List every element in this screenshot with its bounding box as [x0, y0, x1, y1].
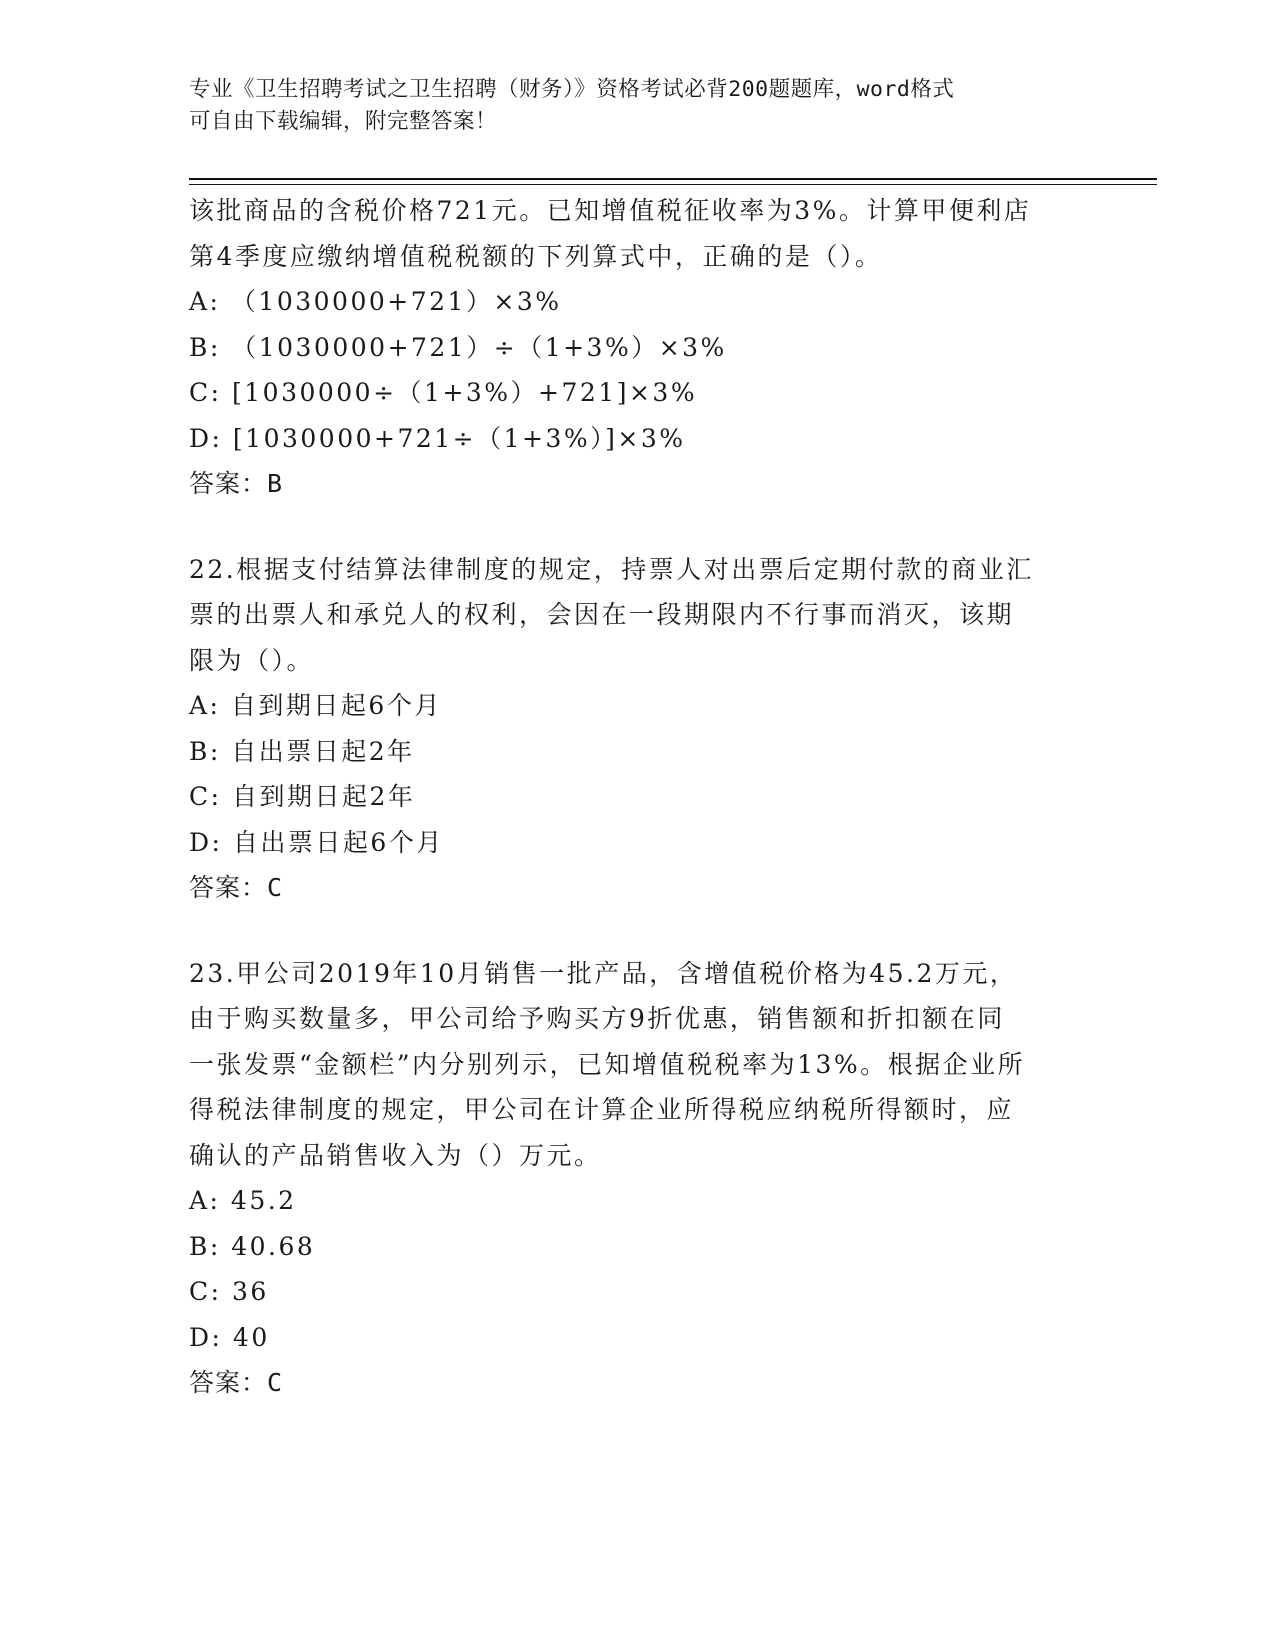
- option-b: B: （1030000+721）÷（1+3%）×3%: [189, 332, 727, 362]
- question-stem-line: 由于购买数量多，甲公司给予购买方9折优惠，销售额和折扣额在同: [189, 1004, 1005, 1033]
- answer-line: 答案：C: [189, 1368, 284, 1397]
- question-spacer: [189, 507, 1089, 547]
- question-23: [189, 951, 1089, 1406]
- question-stem-line: 确认的产品销售收入为（）万元。: [189, 1140, 602, 1170]
- option-c: C: 36: [189, 1277, 269, 1306]
- question-stem-line: 得税法律制度的规定，甲公司在计算企业所得税应纳税所得额时，应: [189, 1095, 1015, 1124]
- option-a: A: 45.2: [189, 1186, 297, 1215]
- header-divider-thin: [189, 184, 1157, 185]
- option-d: D: 40: [189, 1322, 270, 1352]
- option-b: B: 40.68: [189, 1231, 316, 1261]
- answer-line: 答案：C: [189, 873, 284, 902]
- header-divider-thick: [189, 178, 1157, 180]
- option-d: D: 自出票日起6个月: [189, 827, 444, 857]
- question-stem-line: 限为（）。: [189, 645, 315, 675]
- question-spacer: [189, 911, 1089, 951]
- option-c: C: 自到期日起2年: [189, 782, 416, 811]
- question-list: [189, 188, 1089, 1406]
- option-d: D: [1030000+721÷（1+3%）]×3%: [189, 423, 686, 453]
- question-21: [189, 188, 1089, 507]
- question-stem-line: 第4季度应缴纳增值税税额的下列算式中，正确的是（）。: [189, 241, 883, 271]
- header-title-line-1: 专业《卫生招聘考试之卫生招聘（财务）》资格考试必背200题题库，word格式: [189, 77, 955, 102]
- option-a: A: 自到期日起6个月: [189, 691, 442, 720]
- option-a: A: （1030000+721）×3%: [189, 287, 562, 316]
- question-stem-line: 该批商品的含税价格721元。已知增值税征收率为3%。计算甲便利店: [189, 196, 1032, 225]
- question-stem-line: 一张发票“金额栏”内分别列示，已知增值税税率为13%。根据企业所: [189, 1049, 1026, 1079]
- question-stem-line: 票的出票人和承兑人的权利，会因在一段期限内不行事而消灭，该期: [189, 600, 1015, 629]
- document-header: [189, 74, 1089, 138]
- question-22: [189, 547, 1089, 911]
- option-c: C: [1030000÷（1+3%）+721]×3%: [189, 378, 698, 407]
- answer-line: 答案：B: [189, 469, 284, 498]
- option-b: B: 自出票日起2年: [189, 736, 415, 766]
- question-stem-line: 22.根据支付结算法律制度的规定，持票人对出票后定期付款的商业汇: [189, 554, 1034, 584]
- question-stem-line: 23.甲公司2019年10月销售一批产品，含增值税价格为45.2万元，: [189, 958, 1018, 988]
- header-title-line-2: 可自由下载编辑，附完整答案！: [189, 109, 498, 134]
